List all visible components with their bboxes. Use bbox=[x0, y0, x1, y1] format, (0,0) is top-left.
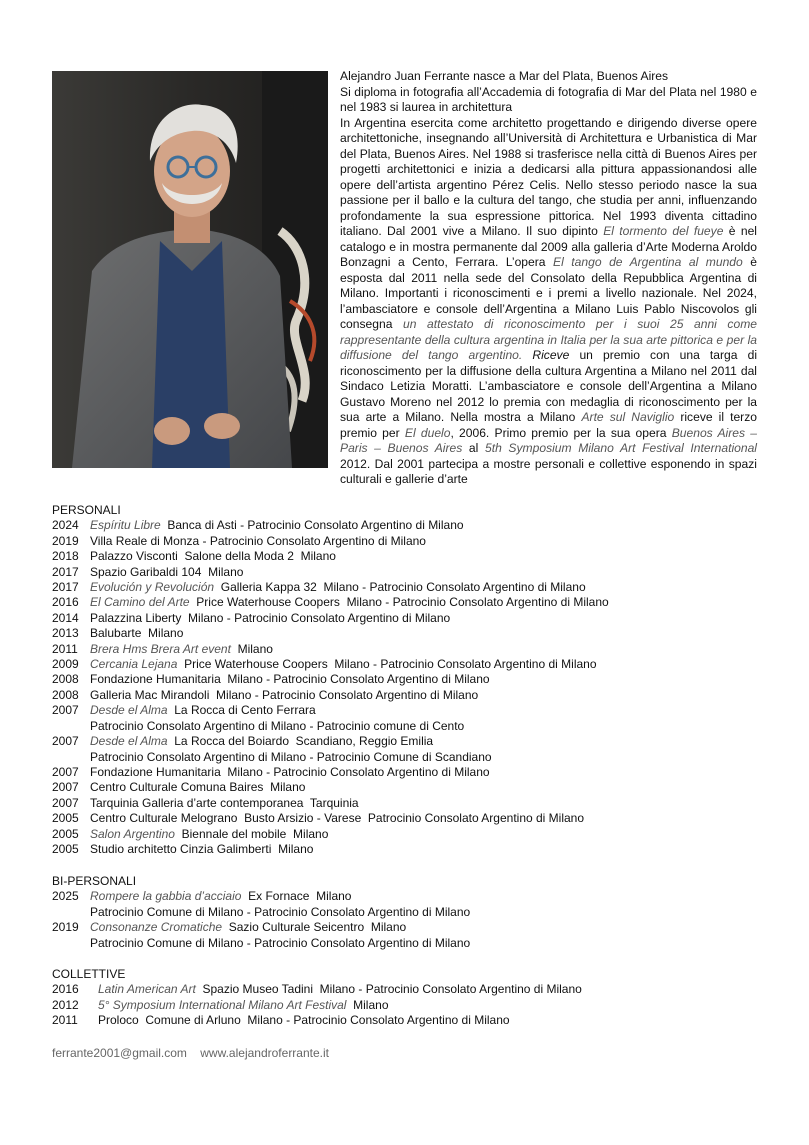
exhibition-venue: Patrocinio Consolato Argentino di Milano - Patrocinio comune di Cento bbox=[90, 718, 465, 733]
exhibition-details bbox=[90, 905, 470, 920]
exhibition-venue: Patrocinio Comune di Milano - Patrocinio Consolato Argentino di Milano bbox=[90, 904, 471, 919]
exhibition-list bbox=[52, 982, 582, 1028]
exhibition-year: 2016 bbox=[52, 595, 79, 610]
biography bbox=[340, 69, 757, 488]
exhibition-year bbox=[52, 936, 90, 951]
exhibition-title: Consonanze Cromatiche bbox=[90, 920, 223, 935]
exhibition-title: Espíritu Libre bbox=[90, 518, 161, 533]
exhibition-venue: La Rocca di Cento Ferrara bbox=[167, 703, 316, 718]
exhibition-year: 2005 bbox=[52, 826, 79, 841]
exhibition-year bbox=[52, 719, 90, 734]
portrait-illustration bbox=[52, 71, 328, 468]
exhibition-year: 2011 bbox=[52, 1013, 78, 1028]
exhibition-details bbox=[90, 811, 584, 826]
exhibition-row bbox=[52, 611, 609, 626]
exhibition-year: 2005 bbox=[52, 841, 79, 856]
exhibition-row bbox=[52, 703, 609, 718]
website-link[interactable]: www.alejandroferrante.it bbox=[200, 1046, 329, 1060]
exhibition-year: 2017 bbox=[52, 564, 79, 579]
exhibition-venue: Palazzo Visconti Salone della Moda 2 Milano bbox=[90, 549, 336, 564]
exhibition-row bbox=[52, 750, 609, 765]
exhibition-venue: Galleria Kappa 32 Milano - Patrocinio Consolato Argentino di Milano bbox=[214, 580, 586, 595]
exhibition-row bbox=[52, 1013, 582, 1028]
exhibition-details bbox=[98, 998, 389, 1013]
exhibition-year: 2018 bbox=[52, 549, 79, 564]
exhibition-row bbox=[52, 642, 609, 657]
section-heading: COLLETTIVE bbox=[52, 967, 126, 981]
exhibition-row bbox=[52, 595, 609, 610]
exhibition-venue: La Rocca del Boiardo Scandiano, Reggio Emilia bbox=[167, 734, 434, 749]
exhibition-venue: Milano bbox=[346, 997, 389, 1012]
exhibition-title: El Camino del Arte bbox=[90, 595, 190, 610]
exhibition-details bbox=[90, 780, 305, 795]
exhibition-details bbox=[90, 936, 470, 951]
exhibition-row bbox=[52, 549, 609, 564]
bio-line-education: Si diploma in fotografia all’Accademia di fotografia di Mar del Plata nel 1980 e nel 1983 si laurea in architettura bbox=[340, 84, 757, 114]
exhibition-row bbox=[52, 982, 582, 997]
exhibition-venue: Centro Culturale Comuna Baires Milano bbox=[90, 780, 306, 795]
exhibition-details bbox=[90, 657, 597, 672]
exhibition-details bbox=[90, 518, 464, 533]
exhibition-details bbox=[90, 765, 490, 780]
exhibition-row bbox=[52, 565, 609, 580]
exhibition-details bbox=[90, 734, 433, 749]
bio-work-title: El duelo bbox=[404, 425, 451, 440]
exhibition-title: Salon Argentino bbox=[90, 826, 175, 841]
exhibition-venue: Spazio Museo Tadini Milano - Patrocinio Consolato Argentino di Milano bbox=[195, 982, 582, 997]
exhibition-row bbox=[52, 534, 609, 549]
exhibition-row bbox=[52, 688, 609, 703]
contact-footer bbox=[52, 1046, 329, 1060]
exhibition-row bbox=[52, 734, 609, 749]
email-link[interactable]: ferrante2001@gmail.com bbox=[52, 1046, 187, 1060]
exhibition-row bbox=[52, 626, 609, 641]
bio-paragraph-career: In Argentina esercita come architetto progettando e dirigendo diverse opere architettoniche, insegnando all’Università di Architettura e Urbanistica di Mar del Plata, Buenos Aires. Nel 1988 si trasferisce nella città di Buenos Aires per progetti architettonici e inizia a dedicarsi alla pittura appassionandosi alle opere dell’artista argentino Pérez Celis. Nello stesso periodo nasce la sua passione per il ballo e la cultura del tango, che studia per anni, influenzando profondamente la sua espressione pittorica. Nel 1993 diventa cittadino italiano. Dal 2001 vive a Milano. Il suo dipinto El tormento del fueye è nel catalogo e in mostra permanente dal 2009 alla galleria d’Arte Moderna Aroldo Bonzagni a Cento, Ferrara. L’opera El tango de Argentina al mundo è esposta dal 2011 nella sede del Consolato della Repubblica Argentina di Milano. Importanti i riconoscimenti e i premi a livello nazionale. Nel 2024, l’ambasciatore e console dell’Argentina a Milano Luis Pablo Niscovolos gli consegna un attestato di riconoscimento per i suoi 25 anni come rappresentante della cultura argentina in Italia per la sua arte pittorica e per la diffusione del tango argentino. Riceve un premio con una targa di riconoscimento per la diffusione della cultura Argentina a Milano nel 2011 dal Sindaco Letizia Moratti. L’ambasciatore e console dell’Argentina a Milano Gustavo Moreno nel 2012 lo premia con medaglia di riconoscimento per la sua arte a Milano. Nella mostra a Milano Arte sul Naviglio riceve il terzo premio per El duelo, 2006. Primo premio per la sua opera Buenos Aires – Paris – Buenos Aires al 5th Symposium Milano Art Festival International 2012. Dal 2001 partecipa a mostre personali e collettive esponendo in spazi culturali e gallerie d’arte bbox=[340, 115, 758, 486]
exhibition-year bbox=[52, 905, 90, 920]
exhibition-details bbox=[90, 549, 336, 564]
exhibition-row bbox=[52, 920, 470, 935]
exhibition-venue: Centro Culturale Melograno Busto Arsizio - Varese Patrocinio Consolato Argentino di Milano bbox=[90, 811, 585, 826]
exhibition-row bbox=[52, 842, 609, 857]
exhibition-year: 2019 bbox=[52, 533, 79, 548]
exhibition-venue: Studio architetto Cinzia Galimberti Milano bbox=[90, 841, 314, 856]
exhibition-details bbox=[90, 626, 183, 641]
exhibition-list bbox=[52, 889, 470, 951]
exhibition-details bbox=[90, 920, 406, 935]
exhibition-details bbox=[90, 827, 328, 842]
exhibition-venue: Banca di Asti - Patrocinio Consolato Argentino di Milano bbox=[160, 518, 464, 533]
bio-work-title: El tango de Argentina al mundo bbox=[553, 255, 743, 269]
exhibition-title: Rompere la gabbia d’acciaio bbox=[90, 889, 242, 904]
section-bi-personali bbox=[52, 874, 470, 951]
exhibition-venue: Patrocinio Consolato Argentino di Milano - Patrocinio Comune di Scandiano bbox=[90, 749, 492, 764]
exhibition-year: 2008 bbox=[52, 687, 79, 702]
exhibition-details bbox=[98, 1013, 510, 1028]
exhibition-title: Desde el Alma bbox=[90, 703, 168, 718]
exhibition-row bbox=[52, 580, 609, 595]
exhibition-year: 2007 bbox=[52, 795, 79, 810]
exhibition-venue: Biennale del mobile Milano bbox=[174, 826, 329, 841]
exhibition-row bbox=[52, 889, 470, 904]
exhibition-venue: Price Waterhouse Coopers Milano - Patrocinio Consolato Argentino di Milano bbox=[189, 595, 609, 610]
exhibition-year: 2013 bbox=[52, 626, 79, 641]
bio-line-birth: Alejandro Juan Ferrante nasce a Mar del Plata, Buenos Aires bbox=[340, 69, 669, 83]
exhibition-venue: Proloco Comune di Arluno Milano - Patrocinio Consolato Argentino di Milano bbox=[98, 1013, 510, 1028]
exhibition-venue: Milano bbox=[230, 641, 273, 656]
bio-exhibition-title: Arte sul Naviglio bbox=[581, 410, 675, 424]
exhibition-details bbox=[90, 611, 450, 626]
exhibition-row bbox=[52, 936, 470, 951]
bio-work-title: Buenos Aires – Paris – Buenos Aires bbox=[340, 425, 757, 455]
exhibition-venue: Tarquinia Galleria d’arte contemporanea Tarquinia bbox=[90, 795, 359, 810]
exhibition-details bbox=[90, 889, 351, 904]
exhibition-row bbox=[52, 796, 609, 811]
exhibition-row bbox=[52, 672, 609, 687]
exhibition-venue: Ex Fornace Milano bbox=[241, 889, 352, 904]
exhibition-year: 2014 bbox=[52, 610, 79, 625]
exhibition-row bbox=[52, 998, 582, 1013]
exhibition-details bbox=[90, 672, 490, 687]
exhibition-year bbox=[52, 750, 90, 765]
section-collettive bbox=[52, 967, 582, 1029]
exhibition-year: 2017 bbox=[52, 580, 79, 595]
exhibition-title: 5° Symposium International Milano Art Festival bbox=[98, 997, 347, 1012]
exhibition-details bbox=[98, 982, 582, 997]
exhibition-year: 2007 bbox=[52, 734, 79, 749]
exhibition-row bbox=[52, 905, 470, 920]
exhibition-title: Desde el Alma bbox=[90, 734, 168, 749]
exhibition-details bbox=[90, 534, 426, 549]
exhibition-venue: Villa Reale di Monza - Patrocinio Consolato Argentino di Milano bbox=[90, 533, 426, 548]
exhibition-year: 2012 bbox=[52, 997, 79, 1012]
exhibition-year: 2007 bbox=[52, 764, 79, 779]
exhibition-title: Latin American Art bbox=[98, 982, 196, 997]
bio-festival-title: 5th Symposium Milano Art Festival International bbox=[484, 441, 757, 455]
bio-emphasis: Riceve bbox=[522, 348, 570, 362]
exhibition-title: Brera Hms Brera Art event bbox=[90, 641, 231, 656]
exhibition-venue: Fondazione Humanitaria Milano - Patrocinio Consolato Argentino di Milano bbox=[90, 672, 490, 687]
exhibition-details bbox=[90, 796, 359, 811]
exhibition-venue: Spazio Garibaldi 104 Milano bbox=[90, 564, 244, 579]
exhibition-year: 2011 bbox=[52, 641, 78, 656]
exhibition-venue: Balubarte Milano bbox=[90, 626, 184, 641]
exhibition-venue: Palazzina Liberty Milano - Patrocinio Consolato Argentino di Milano bbox=[90, 610, 451, 625]
exhibition-year: 2007 bbox=[52, 780, 79, 795]
exhibition-year: 2019 bbox=[52, 920, 79, 935]
exhibition-details bbox=[90, 580, 586, 595]
exhibition-row bbox=[52, 657, 609, 672]
exhibition-details bbox=[90, 565, 243, 580]
exhibition-details bbox=[90, 688, 478, 703]
exhibition-year: 2024 bbox=[52, 518, 79, 533]
exhibition-details bbox=[90, 750, 492, 765]
exhibition-year: 2016 bbox=[52, 982, 79, 997]
exhibition-details bbox=[90, 703, 316, 718]
exhibition-title: Evolución y Revolución bbox=[90, 580, 215, 595]
exhibition-venue: Sazio Culturale Seicentro Milano bbox=[222, 920, 407, 935]
exhibition-venue: Fondazione Humanitaria Milano - Patrocinio Consolato Argentino di Milano bbox=[90, 764, 490, 779]
exhibition-row bbox=[52, 811, 609, 826]
exhibition-year: 2007 bbox=[52, 703, 79, 718]
section-heading: BI-PERSONALI bbox=[52, 874, 137, 888]
section-personali bbox=[52, 503, 609, 857]
exhibition-year: 2005 bbox=[52, 811, 79, 826]
bio-work-title: El tormento del fueye bbox=[603, 224, 724, 238]
exhibition-venue: Price Waterhouse Coopers Milano - Patrocinio Consolato Argentino di Milano bbox=[177, 657, 597, 672]
exhibition-venue: Patrocinio Comune di Milano - Patrocinio Consolato Argentino di Milano bbox=[90, 935, 471, 950]
bio-award-quote: un attestato di riconoscimento per i suoi 25 anni come rappresentante della cultura argentina in Italia per la sua arte pittorica e per la diffusione del tango argentino. bbox=[340, 317, 757, 362]
artist-portrait-photo bbox=[52, 71, 328, 468]
exhibition-row bbox=[52, 518, 609, 533]
exhibition-details bbox=[90, 642, 273, 657]
exhibition-details bbox=[90, 595, 609, 610]
exhibition-year: 2009 bbox=[52, 657, 79, 672]
section-heading: PERSONALI bbox=[52, 503, 121, 517]
exhibition-row bbox=[52, 719, 609, 734]
exhibition-year: 2025 bbox=[52, 889, 79, 904]
exhibition-year: 2008 bbox=[52, 672, 79, 687]
exhibition-details bbox=[90, 719, 464, 734]
exhibition-list bbox=[52, 518, 609, 857]
exhibition-row bbox=[52, 780, 609, 795]
exhibition-row bbox=[52, 765, 609, 780]
exhibition-details bbox=[90, 842, 313, 857]
exhibition-title: Cercania Lejana bbox=[90, 657, 178, 672]
exhibition-venue: Galleria Mac Mirandoli Milano - Patrocinio Consolato Argentino di Milano bbox=[90, 687, 479, 702]
exhibition-row bbox=[52, 827, 609, 842]
